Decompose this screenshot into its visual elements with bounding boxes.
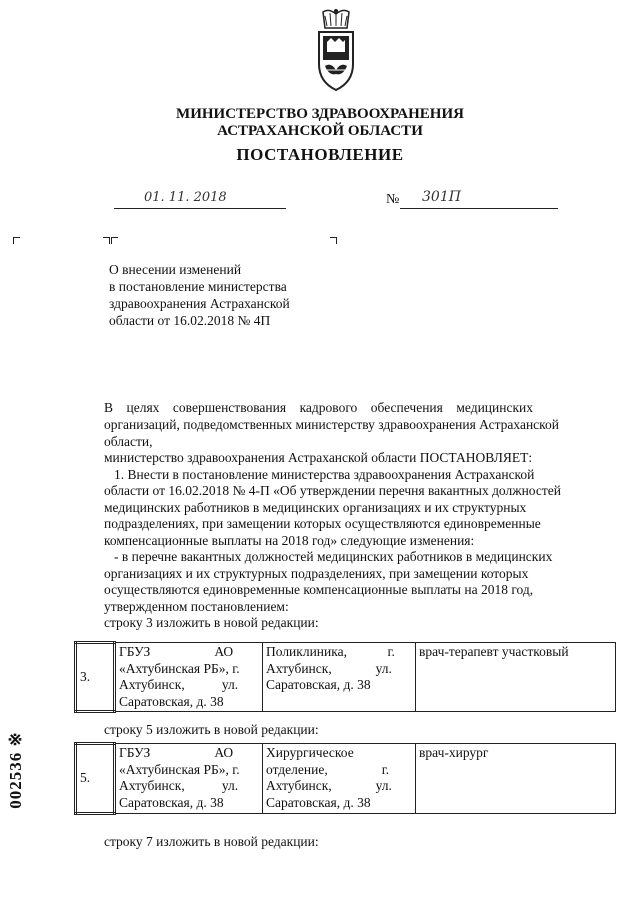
- position-cell: врач-хирург: [416, 744, 616, 814]
- coat-of-arms-icon: [313, 8, 359, 94]
- body-line: осуществляются единовременные компенсационные выплаты на 2018 год,: [104, 582, 534, 597]
- decree-subject: [109, 261, 349, 329]
- document-type-title: ПОСТАНОВЛЕНИЕ: [236, 145, 404, 164]
- position-cell: врач-терапевт участковый: [416, 643, 616, 712]
- subdivision-cell: [263, 643, 416, 712]
- table-row-5: [74, 742, 616, 815]
- body-paragraph-1-cont: [104, 417, 610, 632]
- cell-line: «Ахтубинская РБ», г.: [119, 761, 240, 777]
- body-line: медицинских работников в медицинских организациях и их структурных: [104, 499, 527, 515]
- cell-line: Ахтубинск, ул.: [119, 677, 239, 692]
- row-number: 5.: [76, 744, 115, 814]
- cell-line: Ахтубинск, ул.: [266, 660, 392, 676]
- subdivision-cell: [263, 744, 416, 814]
- number-field: [400, 189, 558, 209]
- cell-line: Саратовская, д. 38: [119, 794, 224, 810]
- row5-intro: строку 5 изложить в новой редакции:: [104, 722, 319, 737]
- ministry-name-line1: МИНИСТЕРСТВО ЗДРАВООХРАНЕНИЯ: [176, 106, 464, 122]
- corner-mark: [111, 237, 118, 244]
- margin-stamp-number: [4, 712, 28, 827]
- cell-line: Хирургическое: [266, 745, 354, 760]
- body-line: подразделениях, при замещении которых осуществляются единовременные: [104, 516, 541, 531]
- cell-line: Саратовская, д. 38: [266, 794, 371, 810]
- body-line: области,: [104, 433, 153, 449]
- cell-line: Ахтубинск, ул.: [266, 778, 392, 793]
- subject-line: здравоохранения Астраханской: [109, 296, 290, 311]
- body-paragraph-1: [104, 400, 610, 417]
- body-line: строку 3 изложить в новой редакции:: [104, 615, 319, 630]
- cell-line: отделение, г.: [266, 761, 390, 777]
- body-line: утвержденном постановлением:: [104, 598, 289, 614]
- body-line: области от 16.02.2018 № 4-П «Об утверждении перечня вакантных должностей: [104, 483, 561, 498]
- subject-line: О внесении изменений: [109, 262, 242, 277]
- stamp-number-text: 002536 ※: [6, 730, 25, 809]
- body-line: министерство здравоохранения Астраханской области ПОСТАНОВЛЯЕТ:: [104, 450, 533, 465]
- ministry-name-line2: АСТРАХАНСКОЙ ОБЛАСТИ: [217, 123, 423, 139]
- cell-line: «Ахтубинская РБ», г.: [119, 660, 240, 676]
- body-line: организаций, подведомственных министерству здравоохранения Астраханской: [104, 417, 560, 432]
- date-value: 01. 11. 2018: [144, 190, 227, 205]
- body-line: организациях и их структурных подразделениях, при замещении которых: [104, 565, 529, 581]
- row7-intro: строку 7 изложить в новой редакции:: [104, 834, 319, 849]
- organization-cell: [115, 643, 263, 712]
- corner-mark: [13, 237, 20, 244]
- cell-line: ГБУЗ АО: [119, 745, 234, 760]
- subject-line: в постановление министерства: [109, 279, 287, 294]
- organization-cell: [115, 744, 263, 814]
- corner-mark: [330, 237, 337, 244]
- body-line: 1. Внести в постановление министерства здравоохранения Астраханской: [114, 466, 535, 482]
- date-field: [114, 190, 286, 209]
- body-line: В целях совершенствования кадрового обеспечения медицинских: [104, 400, 534, 415]
- row-number: 3.: [76, 643, 115, 712]
- cell-line: Поликлиника, г.: [266, 644, 395, 659]
- cell-line: Саратовская, д. 38: [119, 693, 224, 709]
- number-value: 301П: [422, 189, 461, 205]
- body-line: - в перечне вакантных должностей медицинских работников в медицинских: [114, 549, 553, 564]
- table-row-3: [74, 641, 616, 713]
- number-label: №: [386, 192, 400, 207]
- body-line: компенсационные выплаты на 2018 год» следующие изменения:: [104, 532, 475, 548]
- corner-mark: [103, 237, 110, 244]
- cell-line: ГБУЗ АО: [119, 644, 234, 659]
- subject-line: области от 16.02.2018 № 4П: [109, 313, 271, 328]
- cell-line: Саратовская, д. 38: [266, 677, 371, 692]
- cell-line: Ахтубинск, ул.: [119, 778, 239, 793]
